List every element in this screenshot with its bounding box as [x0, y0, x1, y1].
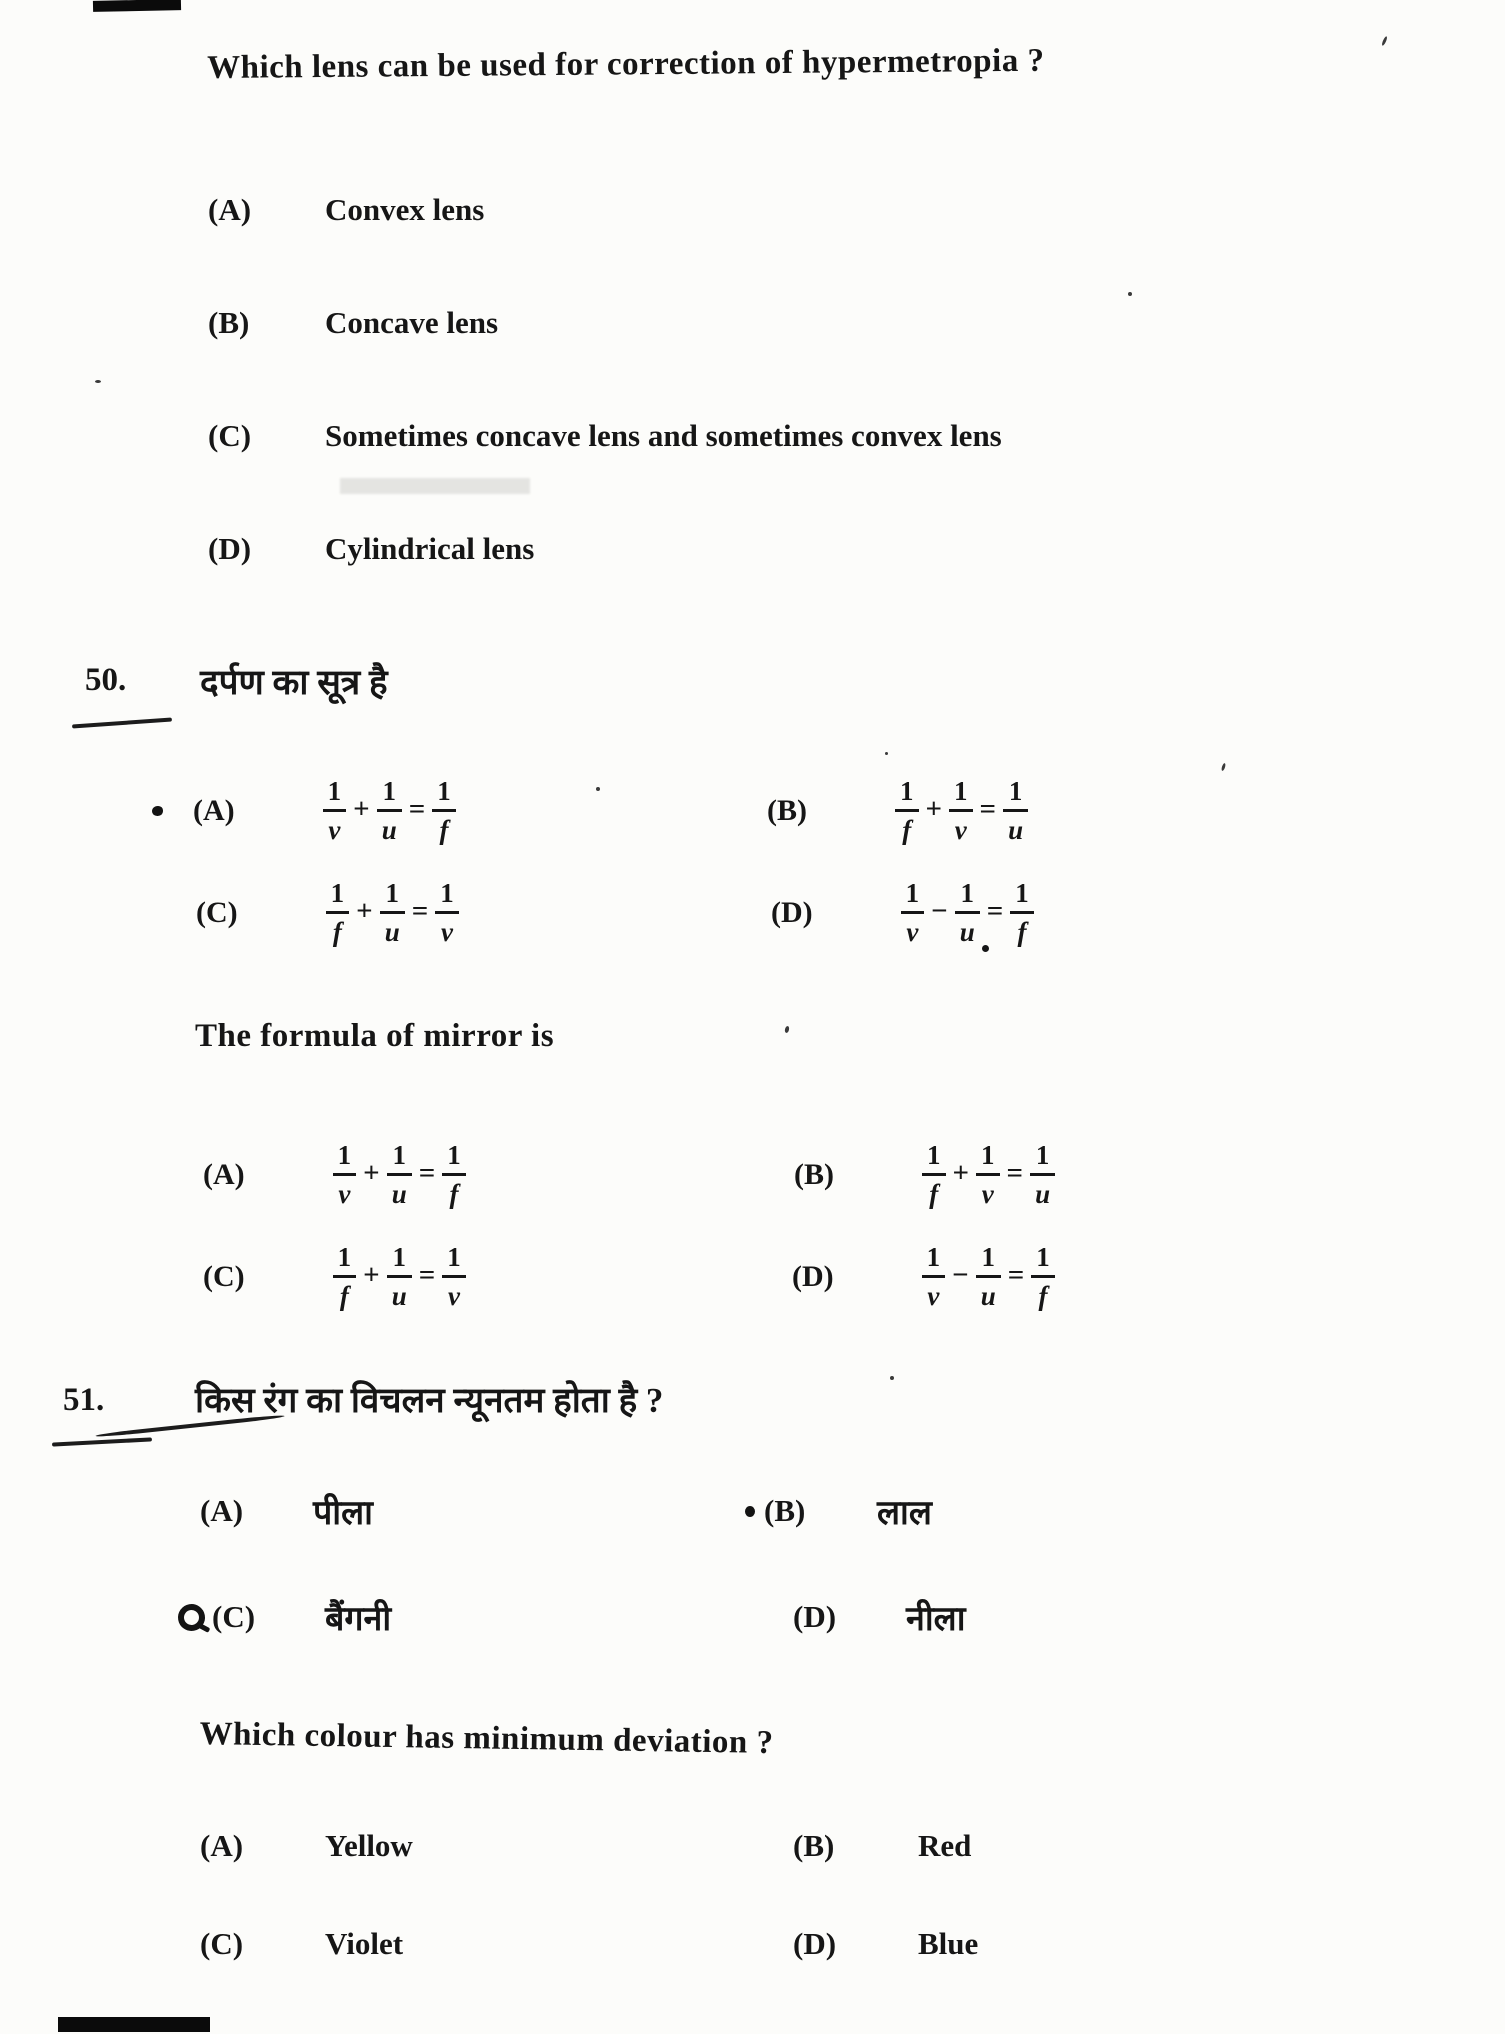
fraction-numerator: 1	[1036, 1242, 1050, 1272]
operator: =	[986, 894, 1004, 927]
formula-expression	[922, 1142, 1055, 1208]
fraction-denominator: v	[328, 815, 341, 845]
operator: +	[356, 894, 373, 927]
scan-speck	[784, 1026, 790, 1034]
formula-option-row	[150, 778, 745, 844]
fraction-numerator: 1	[960, 878, 974, 908]
fraction-denominator: u	[980, 1281, 996, 1311]
option-row	[150, 1488, 745, 1534]
operator: =	[1006, 1156, 1024, 1189]
fraction-denominator: v	[338, 1179, 351, 1209]
option-label: (B)	[764, 1493, 806, 1528]
fraction	[1010, 880, 1034, 946]
option-label: (C)	[203, 1260, 245, 1293]
fraction-denominator: v	[954, 815, 967, 845]
fraction	[326, 880, 350, 946]
fraction-denominator: u	[384, 917, 400, 947]
fraction-denominator: f	[439, 815, 449, 845]
option-label: (B)	[208, 305, 250, 340]
fraction	[380, 880, 405, 946]
option-label: (A)	[200, 1493, 244, 1528]
fraction	[377, 778, 402, 844]
option-text: Sometimes concave lens and sometimes convex lens	[325, 418, 1002, 453]
option-label: (C)	[208, 418, 252, 453]
scan-speck	[885, 752, 888, 755]
option-row	[745, 1828, 978, 1864]
fraction-denominator: v	[441, 917, 453, 947]
fraction	[333, 1142, 357, 1208]
option-text: लाल	[877, 1495, 932, 1532]
fraction-denominator: v	[906, 917, 919, 947]
fraction	[901, 880, 925, 946]
fraction-numerator: 1	[330, 878, 345, 908]
formula-option-row	[770, 1244, 1055, 1310]
operator: −	[952, 1258, 969, 1291]
fraction-denominator: u	[955, 914, 980, 946]
fraction	[955, 880, 980, 946]
scan-mark-bottom-bar	[58, 2017, 210, 2032]
question-51-number: 51.	[63, 1382, 105, 1418]
formula-option-row	[175, 1244, 770, 1310]
fraction-denominator: f	[1038, 1281, 1048, 1311]
option-row	[208, 305, 1002, 341]
fraction-numerator: 1	[900, 776, 914, 806]
fraction	[435, 880, 459, 946]
scan-speck	[1221, 763, 1226, 772]
fraction	[976, 1142, 1000, 1208]
option-label: (D)	[793, 1599, 837, 1634]
fraction-numerator: 1	[440, 878, 454, 908]
fraction-denominator: f	[902, 815, 912, 845]
option-label: (A)	[200, 1828, 244, 1863]
option-text: Concave lens	[325, 305, 499, 340]
option-text: Blue	[918, 1926, 979, 1961]
fraction-denominator: f	[1017, 917, 1027, 947]
operator: =	[418, 1156, 436, 1189]
option-row	[208, 418, 1002, 454]
operator: +	[363, 1156, 380, 1189]
option-label: (A)	[193, 794, 235, 827]
option-text: Violet	[325, 1926, 404, 1961]
formula-option-row	[150, 880, 745, 946]
fraction-numerator: 1	[1015, 878, 1029, 908]
fraction-denominator: v	[448, 1281, 460, 1311]
fraction-numerator: 1	[337, 1140, 352, 1170]
fraction-denominator: u	[391, 1179, 407, 1209]
question-50-text-hindi: दर्पण का सूत्र है	[200, 663, 388, 702]
fraction-denominator: u	[391, 1281, 407, 1311]
fraction	[895, 778, 919, 844]
formula-expression	[901, 880, 1034, 946]
option-label: (D)	[208, 531, 252, 566]
fraction-denominator: v	[927, 1281, 940, 1311]
option-label: (B)	[767, 794, 807, 827]
fraction-numerator: 1	[1008, 776, 1023, 806]
formula-expression	[895, 778, 1028, 844]
question-50-formula-options-english	[175, 1142, 1055, 1310]
fraction	[432, 778, 456, 844]
fraction	[1003, 778, 1028, 844]
fraction-denominator: f	[332, 917, 342, 947]
option-text: Convex lens	[325, 192, 485, 227]
option-row	[208, 531, 1002, 567]
option-row	[150, 1594, 745, 1640]
fraction-numerator: 1	[392, 1242, 406, 1272]
fraction-numerator: 1	[337, 1242, 352, 1272]
operator: +	[925, 792, 943, 825]
fraction	[387, 1244, 412, 1310]
option-label: (C)	[196, 896, 238, 929]
operator: +	[952, 1156, 970, 1189]
fraction-denominator: u	[1008, 815, 1024, 845]
fraction	[1031, 1244, 1055, 1310]
fraction	[922, 1244, 946, 1310]
fraction-numerator: 1	[327, 776, 342, 806]
scan-speck	[1128, 292, 1132, 296]
fraction-numerator: 1	[447, 1140, 461, 1170]
operator: =	[408, 792, 426, 825]
question-51-text-hindi: किस रंग का विचलन न्यूनतम होता है ?	[195, 1381, 664, 1420]
operator: =	[411, 894, 429, 927]
option-row	[208, 192, 1002, 228]
option-row	[745, 1488, 966, 1534]
fraction	[1030, 1142, 1055, 1208]
option-label: (B)	[794, 1158, 834, 1191]
formula-expression	[333, 1244, 466, 1310]
scan-speck	[890, 1376, 894, 1380]
fraction-numerator: 1	[382, 776, 396, 806]
formula-expression	[333, 1142, 466, 1208]
fraction-denominator: f	[339, 1281, 349, 1311]
question-50-formula-options-hindi	[150, 778, 1034, 946]
option-row	[150, 1926, 745, 1962]
formula-expression	[922, 1244, 1055, 1310]
fraction	[323, 778, 347, 844]
option-label: (D)	[793, 1926, 837, 1961]
fraction-denominator: f	[449, 1179, 459, 1209]
option-label: (C)	[200, 1926, 244, 1961]
bullet-mark-icon	[152, 806, 163, 816]
fraction-numerator: 1	[954, 776, 968, 806]
formula-expression	[326, 880, 459, 946]
fraction-numerator: 1	[1035, 1140, 1050, 1170]
formula-option-row	[745, 778, 1034, 844]
operator: =	[1007, 1258, 1025, 1291]
operator: +	[353, 792, 370, 825]
fraction-numerator: 1	[981, 1140, 995, 1170]
fraction-numerator: 1	[392, 1140, 406, 1170]
fraction-numerator: 1	[437, 776, 451, 806]
formula-option-row	[770, 1142, 1055, 1208]
option-text: बैंगनी	[325, 1601, 392, 1638]
operator: =	[979, 792, 997, 825]
fraction	[387, 1142, 412, 1208]
fraction-denominator: v	[981, 1179, 994, 1209]
scan-speck	[95, 380, 101, 383]
dot-mark-icon	[745, 1506, 755, 1517]
fraction-denominator: u	[381, 815, 397, 845]
fraction-denominator: u	[1035, 1179, 1051, 1209]
scan-mark-top-bar	[93, 0, 181, 12]
fraction	[333, 1244, 357, 1310]
fraction-numerator: 1	[385, 878, 399, 908]
question-51-options-english	[150, 1828, 978, 1962]
fraction-numerator: 1	[927, 1140, 941, 1170]
question-51-text-english: Which colour has minimum deviation ?	[199, 1716, 774, 1762]
option-label: (D)	[771, 896, 813, 929]
option-text: पीला	[313, 1495, 373, 1532]
option-label: (B)	[793, 1828, 835, 1863]
option-label: (A)	[208, 192, 252, 227]
question-50-text-english: The formula of mirror is	[195, 1018, 555, 1054]
option-row	[745, 1594, 966, 1640]
fraction	[442, 1244, 466, 1310]
formula-option-row	[745, 880, 1034, 946]
fraction	[442, 1142, 466, 1208]
option-text: नीला	[906, 1601, 966, 1638]
formula-option-row	[175, 1142, 770, 1208]
question-49-text: Which lens can be used for correction of hypermetropia ?	[207, 42, 1045, 86]
option-label: (D)	[792, 1260, 834, 1293]
question-50-number: 50.	[85, 662, 127, 698]
operator: =	[418, 1258, 436, 1291]
fraction	[949, 778, 973, 844]
option-text: Yellow	[325, 1828, 413, 1863]
fraction-numerator: 1	[926, 1242, 941, 1272]
question-50-underline	[72, 718, 172, 729]
fraction-numerator: 1	[981, 1242, 995, 1272]
option-label: (A)	[203, 1158, 245, 1191]
option-label: (C)	[212, 1599, 256, 1634]
option-text: Cylindrical lens	[325, 531, 535, 566]
option-row	[150, 1828, 745, 1864]
fraction	[976, 1244, 1001, 1310]
scan-speck	[1381, 36, 1388, 46]
operator: +	[363, 1258, 380, 1291]
option-text: Red	[918, 1828, 972, 1863]
fraction-numerator: 1	[905, 878, 920, 908]
question-49-options	[208, 192, 1002, 567]
question-51-options-hindi	[150, 1488, 966, 1640]
formula-expression	[323, 778, 456, 844]
option-row	[745, 1926, 978, 1962]
fraction-numerator: 1	[447, 1242, 461, 1272]
fraction	[922, 1142, 946, 1208]
pen-mark-icon	[176, 1601, 207, 1632]
fraction-denominator: f	[929, 1179, 939, 1209]
operator: −	[931, 894, 948, 927]
question-51-underline	[52, 1437, 152, 1446]
